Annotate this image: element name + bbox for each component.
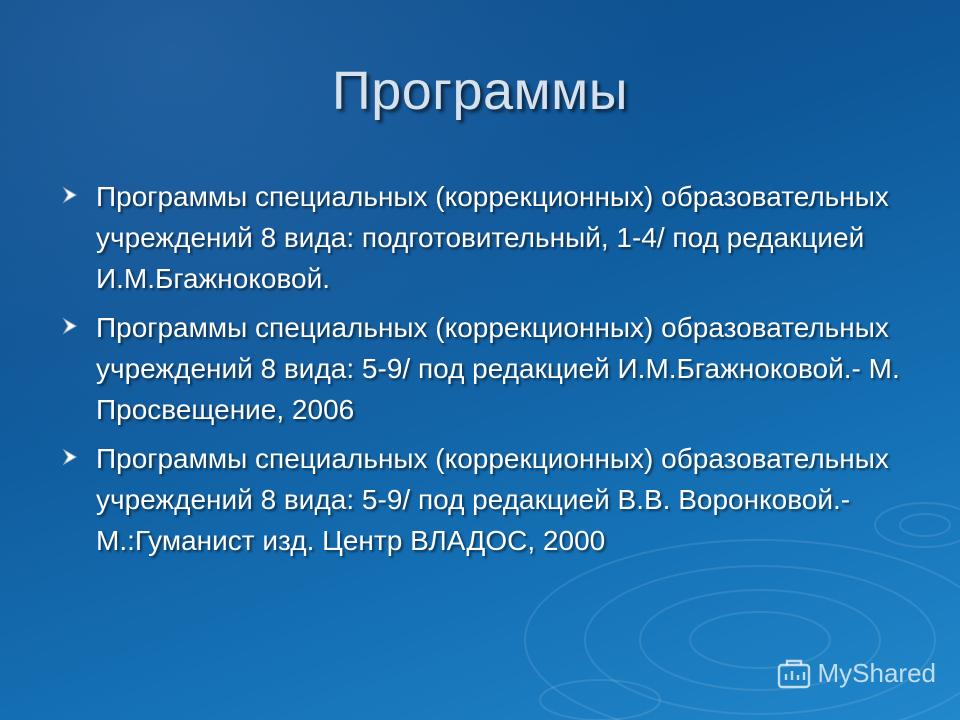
arrow-bullet-icon	[60, 447, 80, 467]
myshared-watermark[interactable]	[776, 656, 937, 690]
myshared-logo-icon	[776, 656, 812, 690]
bullet-item	[60, 307, 920, 430]
slide-title: Программы	[331, 61, 629, 121]
bullet-text: Программы специальных (коррекционных) образовательных учреждений 8 вида: 5-9/ под редакцией И.М.Бгажноковой.- М. Просвещение, 2006	[96, 312, 900, 425]
bullet-item	[60, 176, 920, 299]
bullet-text: Программы специальных (коррекционных) образовательных учреждений 8 вида: подготовительный, 1-4/ под редакцией И.М.Бгажноковой.	[96, 181, 889, 294]
arrow-bullet-icon	[60, 316, 80, 336]
arrow-bullet-icon	[60, 185, 80, 205]
watermark-text: MyShared	[817, 657, 936, 688]
bullet-item	[60, 438, 920, 561]
bullet-list	[60, 176, 920, 569]
bullet-text: Программы специальных (коррекционных) образовательных учреждений 8 вида: 5-9/ под редакцией В.В. Воронковой.- М.:Гуманист изд. Центр ВЛАДОС, 2000	[96, 443, 889, 556]
